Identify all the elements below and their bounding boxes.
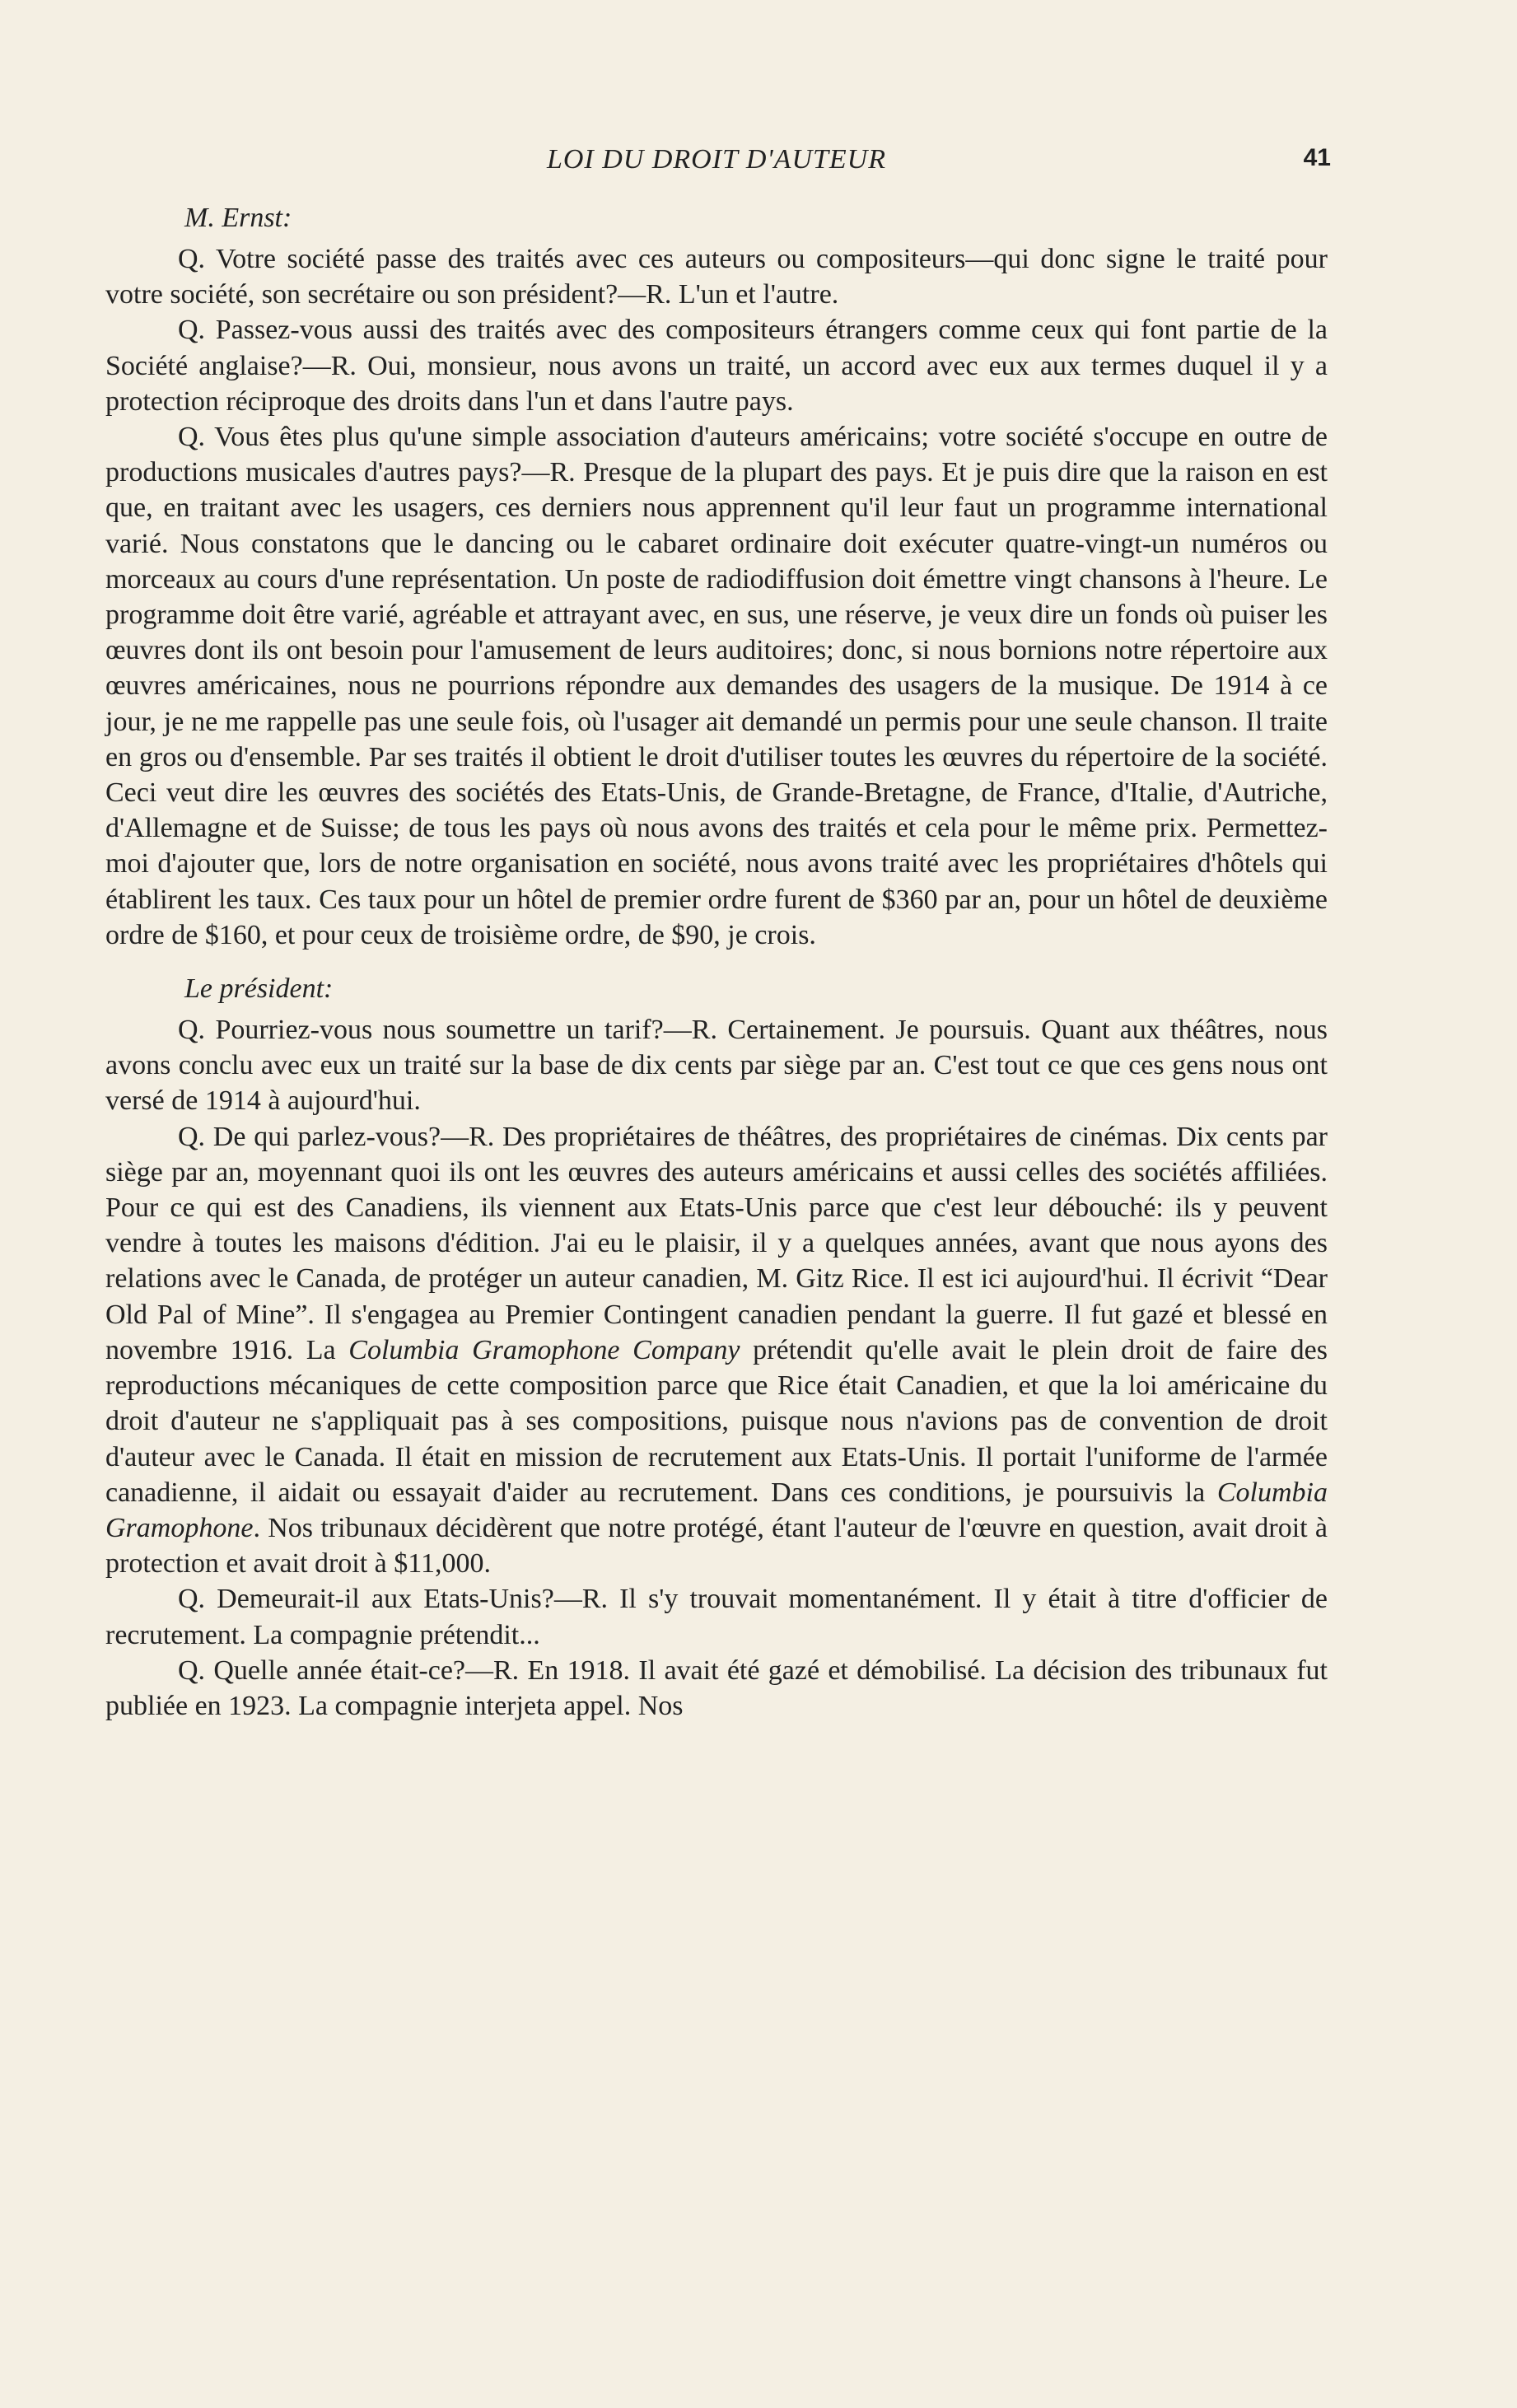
page-number: 41 bbox=[1303, 144, 1331, 171]
company-name: Columbia Gramophone Company bbox=[348, 1334, 740, 1365]
paragraph-text: Q. De qui parlez-vous?—R. Des propriétaires de théâtres, des propriétaires de cinémas. Dix cents par siège par an, moyennant quoi ils ont les œuvres des auteurs américains et aussi celles des sociétés affiliées. Pour ce qui est des Canadiens, ils viennent aux Etats-Unis parce que c'est leur débouché: ils y peuvent vendre à toutes les maisons d'édition. J'ai eu le plaisir, il y a quelques années, avant que nous ayons des relations avec le Canada, de protéger un auteur canadien, M. Gitz Rice. Il est ici aujourd'hui. Il écrivit “Dear Old Pal of Mine”. Il s'engagea au Premier Contingent canadien pendant la guerre. Il fut gazé et blessé en novembre 1916. La bbox=[105, 1121, 1328, 1365]
paragraph: Q. Passez-vous aussi des traités avec des compositeurs étrangers comme ceux qui font partie de la Société anglaise?—R. Oui, monsieur, nous avons un traité, un accord avec eux aux termes duquel il y a protection réciproque des droits dans l'un et dans l'autre pays. bbox=[105, 315, 1328, 417]
paragraph-text: . Nos tribunaux décidèrent que notre protégé, étant l'auteur de l'œuvre en question, avait droit à protection et avait droit à $11,000. bbox=[105, 1512, 1328, 1580]
paragraph bbox=[105, 1119, 1328, 1582]
paragraph: Q. Pourriez-vous nous soumettre un tarif?—R. Certainement. Je poursuis. Quant aux théâtres, nous avons conclu avec eux un traité sur la base de dix cents par siège par an. C'est tout ce que ces gens nous ont versé de 1914 à aujourd'hui. bbox=[105, 1015, 1328, 1117]
paragraph: Q. Demeurait-il aux Etats-Unis?—R. Il s'y trouvait momentanément. Il y était à titre d'officier de recrutement. La compagnie prétendit... bbox=[105, 1584, 1328, 1650]
running-title: LOI DU DROIT D'AUTEUR bbox=[546, 144, 887, 175]
speaker-label: Le président: bbox=[184, 973, 334, 1005]
paragraph-text: prétendit qu'elle avait le plein droit de faire des reproductions mécaniques de cette composition parce que Rice était Canadien, et que la loi américaine du droit d'auteur ne s'appliquait pas à ses compositions, puisque nous n'avions pas de convention de droit d'auteur avec le Canada. Il était en mission de recrutement aux Etats-Unis. Il portait l'uniforme de l'armée canadienne, il aidait ou essayait d'aider au recrutement. Dans ces conditions, je poursuivis la bbox=[105, 1334, 1328, 1508]
paragraph: Q. Vous êtes plus qu'une simple association d'auteurs américains; votre société s'occupe en outre de productions musicales d'autres pays?—R. Presque de la plupart des pays. Et je puis dire que la raison en est que, en traitant avec les usagers, ces derniers nous apprennent qu'il leur faut un programme international varié. Nous constatons que le dancing ou le cabaret ordinaire doit exécuter quatre-vingt-un numéros ou morceaux au cours d'une représentation. Un poste de radiodiffusion doit émettre vingt chansons à l'heure. Le programme doit être varié, agréable et attrayant avec, en sus, une réserve, je veux dire un fonds où puiser les œuvres dont ils ont besoin pour l'amusement de leurs auditoires; donc, si nous bornions notre répertoire aux œuvres américaines, nous ne pourrions répondre aux demandes des usagers de la musique. De 1914 à ce jour, je ne me rappelle pas une seule fois, où l'usager ait demandé un permis pour une seule chanson. Il traite en gros ou d'ensemble. Par ses traités il obtient le droit d'utiliser toutes les œuvres du répertoire de la société. Ceci veut dire les œuvres des sociétés des Etats-Unis, de Grande-Bretagne, de France, d'Italie, d'Autriche, d'Allemagne et de Suisse; de tous les pays où nous avons des traités et cela pour le même prix. Permettez-moi d'ajouter que, lors de notre organisation en société, nous avons traité avec les propriétaires d'hôtels qui établirent les taux. Ces taux pour un hôtel de premier ordre furent de $360 par an, pour un hôtel de deuxième ordre de $160, et pour ceux de troisième ordre, de $90, je crois. bbox=[105, 422, 1328, 950]
paragraph: Q. Votre société passe des traités avec ces auteurs ou compositeurs—qui donc signe le traité pour votre société, son secrétaire ou son président?—R. L'un et l'autre. bbox=[105, 244, 1328, 310]
page-header bbox=[105, 144, 1331, 194]
speaker-label: M. Ernst: bbox=[184, 203, 292, 233]
company-name-short: Columbia Gramophone bbox=[105, 1477, 1328, 1543]
paragraph: Q. Quelle année était-ce?—R. En 1918. Il avait été gazé et démobilisé. La décision des tribunaux fut publiée en 1923. La compagnie interjeta appel. Nos bbox=[105, 1654, 1328, 1721]
document-page bbox=[105, 144, 1331, 1724]
